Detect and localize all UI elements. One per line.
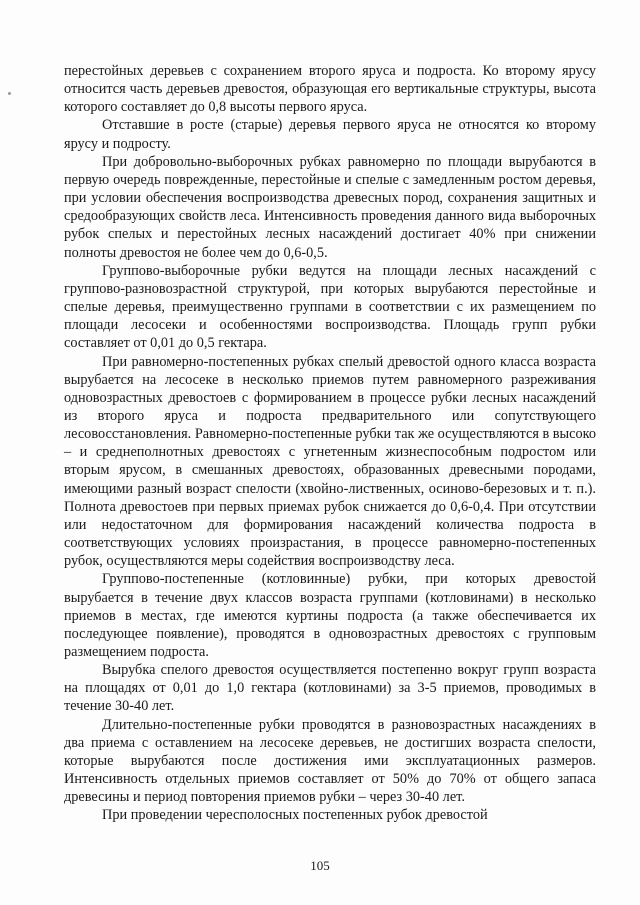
- paragraph-continuation: перестойных деревьев с сохранением второго яруса и подроста. Ко второму ярусу относится часть деревьев древостоя, образующая его вертикальные структуры, высота которого составляет до 0,8 высоты первого яруса.: [64, 63, 596, 116]
- paragraph: Отставшие в росте (старые) деревья первого яруса не относятся ко второму ярусу и подросту.: [64, 117, 596, 152]
- paragraph: Вырубка спелого древостоя осуществляется постепенно вокруг групп возраста на площадях от 0,01 до 1,0 гектара (котловинами) за 3-5 приемов, проводимых в течение 30-40 лет.: [64, 662, 596, 715]
- paragraph: При равномерно-постепенных рубках спелый древостой одного класса возраста вырубается на лесосеке в несколько приемов путем равномерного разреживания одновозрастных древостоев с формированием в процессе рубки лесных насаждений из второго яруса и подроста предварительного или сопутствующего лесовосстановления. Равномерно-постепенные рубки так же осуществляются в высоко – и среднеполнотных древостоях с угнетенным жизнеспособным подростом или вторым ярусом, в смешанных древостоях, образованных древесными породами, имеющими разный возраст спелости (хвойно-лиственных, осиново-березовых и т. п.). Полнота древостоев при первых приемах рубок снижается до 0,6-0,4. При отсутствии или недостаточном для формирования насаждений количества подроста в соответствующих условиях произрастания, в процессе равномерно-постепенных рубок, осуществляются меры содействия воспроизводству леса.: [64, 353, 597, 570]
- paragraph: При добровольно-выборочных рубках равномерно по площади вырубаются в первую очередь поврежденные, перестойные и спелые с замедленным ростом деревья, при условии обеспечения воспроизводства древесных пород, сохранения защитных и средообразующих свойств леса. Интенсивность проведения данного вида выборочных рубок спелых и перестойных лесных насаждений достигает 40% при снижении полноты древостоя не более чем до 0,6-0,5.: [64, 153, 596, 261]
- scan-speck: [8, 92, 11, 95]
- paragraph-truncated: При проведении чересполосных постепенных рубок древостой: [102, 807, 488, 824]
- paragraph: Длительно-постепенные рубки проводятся в разновозрастных насаждениях в два приема с оставлением на лесосеке деревьев, не достигших возраста спелости, которые вырубаются после достижения ими эксплуатационных размеров. Интенсивность отдельных приемов составляет от 50% до 70% от общего запаса древесины и период повторения приемов рубки – через 30-40 лет.: [64, 716, 596, 806]
- page-number: 105: [310, 858, 330, 873]
- paragraph: Группово-выборочные рубки ведутся на площади лесных насаждений с группово-разновозрастной структурой, при которых вырубаются перестойные и спелые деревья, преимущественно группами в соответствии с их размещением по площади лесосеки и особенностями воспроизводства. Площадь групп рубки составляет от 0,01 до 0,5 гектара.: [64, 262, 596, 352]
- body-text: [64, 62, 596, 825]
- paragraph: Группово-постепенные (котловинные) рубки, при которых древостой вырубается в течение двух классов возраста группами (котловинами) в несколько приемов в местах, где имеются куртины подроста (а также обеспечивается их последующее появление), проводятся в одновозрастных древостоях с групповым размещением подроста.: [64, 571, 596, 660]
